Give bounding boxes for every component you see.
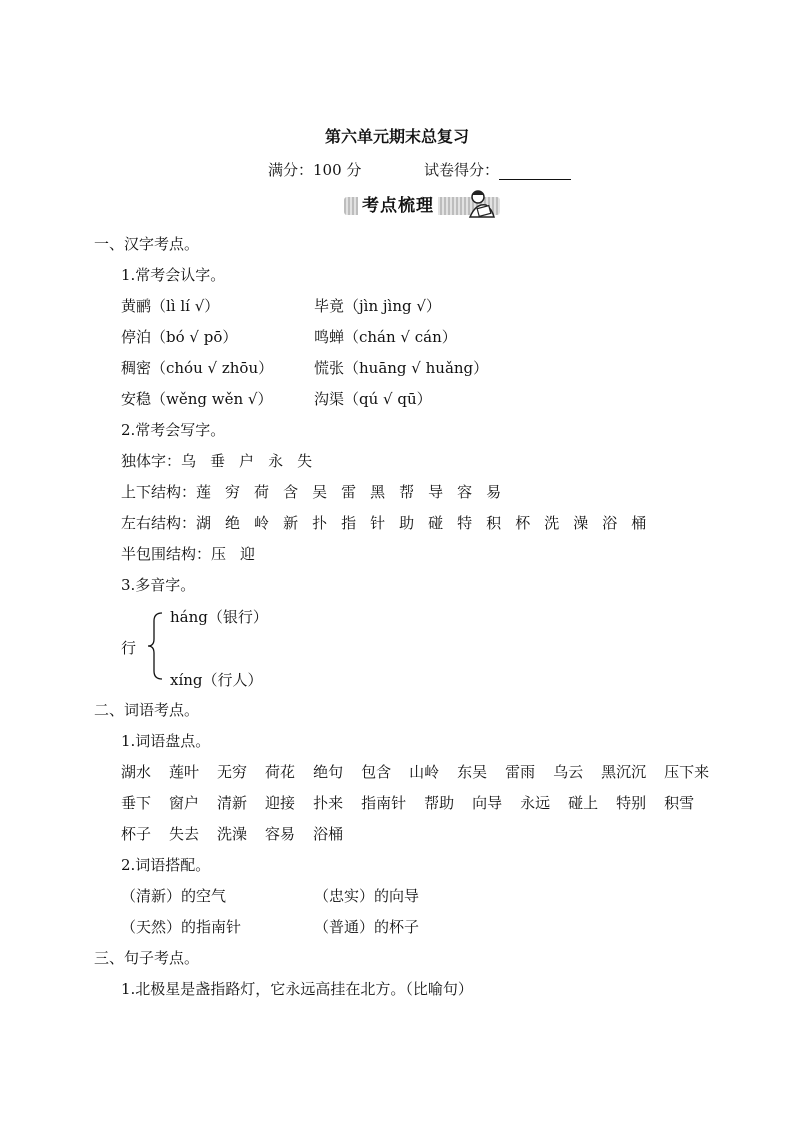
- char: 易: [486, 483, 502, 501]
- char: 失: [297, 452, 313, 470]
- word: 乌云: [553, 763, 584, 781]
- word: 向导: [472, 794, 503, 812]
- pinyin-item: 稠密（chóu √ zhōu）: [121, 359, 274, 377]
- word: 特别: [616, 794, 647, 812]
- word: 永远: [520, 794, 551, 812]
- section2-sub2: 2.词语搭配。: [121, 856, 211, 874]
- char: 导: [428, 483, 444, 501]
- pinyin-item: 安稳（wěng wěn √）: [121, 390, 273, 408]
- pinyin-item: 黄鹂（lì lí √）: [121, 297, 220, 315]
- match-item: （普通）的杯子: [314, 918, 420, 936]
- pinyin-item: 毕竟（jìn jìng √）: [314, 297, 441, 315]
- char: 扑: [312, 514, 328, 532]
- char: 容: [457, 483, 473, 501]
- char: 迎: [240, 545, 256, 563]
- section1-sub2: 2.常考会写字。: [121, 421, 226, 439]
- word: 帮助: [424, 794, 455, 812]
- word: 黑沉沉: [601, 763, 647, 781]
- char: 岭: [254, 514, 270, 532]
- char: 压: [211, 545, 227, 563]
- char: 湖: [196, 514, 212, 532]
- word: 雷雨: [505, 763, 536, 781]
- char: 助: [399, 514, 415, 532]
- page-title: 第六单元期末总复习: [324, 127, 469, 146]
- char-row-label: 上下结构：: [121, 483, 197, 501]
- char: 杯: [515, 514, 531, 532]
- word: 迎接: [265, 794, 296, 812]
- section2-heading: 二、词语考点。: [94, 701, 200, 719]
- word-row: [121, 823, 343, 844]
- section1-sub3: 3.多音字。: [121, 576, 196, 594]
- brace-icon: [146, 611, 166, 681]
- score-got: [424, 159, 571, 180]
- char: 指: [341, 514, 357, 532]
- word-row: [121, 792, 694, 813]
- polyphone-reading: xíng（行人）: [170, 671, 263, 689]
- char-row-du: [121, 450, 312, 471]
- char: 莲: [196, 483, 212, 501]
- banner-label: 考点梳理: [358, 195, 438, 217]
- section3-heading: 三、句子考点。: [94, 949, 200, 967]
- pinyin-item: 鸣蝉（chán √ cán）: [314, 328, 457, 346]
- char-row-label: 左右结构：: [121, 514, 197, 532]
- char: 雷: [341, 483, 357, 501]
- word: 碰上: [568, 794, 599, 812]
- pinyin-item: 慌张（huāng √ huǎng）: [314, 359, 489, 377]
- word: 杯子: [121, 825, 152, 843]
- reading-child-icon: [464, 189, 498, 221]
- char: 户: [239, 452, 255, 470]
- word-row: [121, 761, 709, 782]
- match-item: （忠实）的向导: [314, 887, 420, 905]
- word: 洗澡: [217, 825, 248, 843]
- word: 浴桶: [313, 825, 344, 843]
- polyphone-char: 行: [121, 639, 137, 657]
- section-banner: [344, 193, 500, 223]
- char: 永: [268, 452, 284, 470]
- char-row-label: 独体字：: [121, 452, 182, 470]
- word: 湖水: [121, 763, 152, 781]
- char-row-sx: [121, 481, 501, 502]
- char: 绝: [225, 514, 241, 532]
- word: 指南针: [361, 794, 407, 812]
- char: 碰: [428, 514, 444, 532]
- section2-sub1: 1.词语盘点。: [121, 732, 211, 750]
- match-item: （天然）的指南针: [121, 918, 242, 936]
- char: 澡: [573, 514, 589, 532]
- section1-heading: 一、汉字考点。: [94, 235, 200, 253]
- word: 压下来: [664, 763, 710, 781]
- word: 窗户: [169, 794, 200, 812]
- char-row-bb: [121, 543, 255, 564]
- word: 绝句: [313, 763, 344, 781]
- word: 容易: [265, 825, 296, 843]
- char: 含: [283, 483, 299, 501]
- polyphone-reading: háng（银行）: [170, 608, 268, 626]
- char: 桶: [631, 514, 647, 532]
- char: 穷: [225, 483, 241, 501]
- char: 特: [457, 514, 473, 532]
- word: 莲叶: [169, 763, 200, 781]
- match-item: （清新）的空气: [121, 887, 227, 905]
- pinyin-item: 沟渠（qú √ qū）: [314, 390, 432, 408]
- char: 新: [283, 514, 299, 532]
- word: 扑来: [313, 794, 344, 812]
- word: 东吴: [457, 763, 488, 781]
- char: 针: [370, 514, 386, 532]
- sentence-item: 1.北极星是盏指路灯，它永远高挂在北方。（比喻句）: [121, 980, 473, 998]
- score-got-label: 试卷得分：: [424, 161, 500, 179]
- word: 无穷: [217, 763, 248, 781]
- char: 洗: [544, 514, 560, 532]
- word: 山岭: [409, 763, 440, 781]
- word: 失去: [169, 825, 200, 843]
- char-row-label: 半包围结构：: [121, 545, 212, 563]
- word: 清新: [217, 794, 248, 812]
- word: 包含: [361, 763, 392, 781]
- full-score: 满分：100 分: [268, 161, 362, 179]
- word: 荷花: [265, 763, 296, 781]
- section1-sub1: 1.常考会认字。: [121, 266, 226, 284]
- score-blank[interactable]: [499, 165, 571, 180]
- char: 帮: [399, 483, 415, 501]
- char: 黑: [370, 483, 386, 501]
- char: 荷: [254, 483, 270, 501]
- char: 吴: [312, 483, 328, 501]
- char-row-zy: [121, 512, 646, 533]
- char: 浴: [602, 514, 618, 532]
- char: 乌: [181, 452, 197, 470]
- word: 垂下: [121, 794, 152, 812]
- char: 积: [486, 514, 502, 532]
- char: 垂: [210, 452, 226, 470]
- pinyin-item: 停泊（bó √ pō）: [121, 328, 238, 346]
- word: 积雪: [664, 794, 695, 812]
